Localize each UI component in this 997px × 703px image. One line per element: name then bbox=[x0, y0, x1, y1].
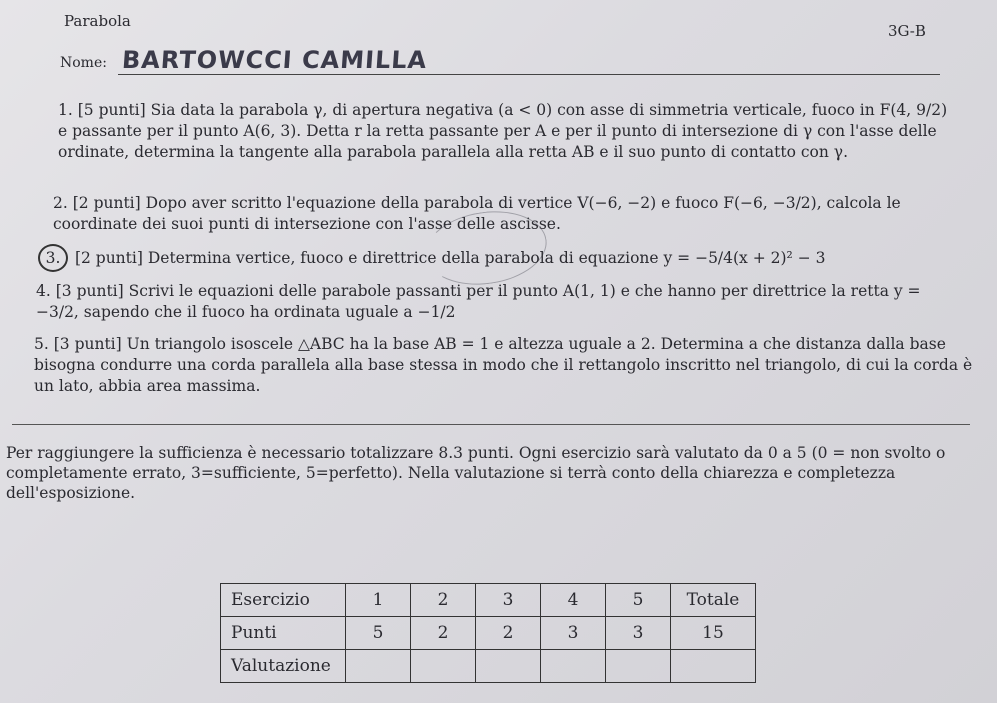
circled-exercise-number: 3. bbox=[38, 244, 68, 272]
name-line bbox=[118, 74, 940, 75]
exercise-points: [3 punti] bbox=[55, 282, 124, 300]
exercise-text: Dopo aver scritto l'equazione della parabola di vertice V(−6, −2) e fuoco F(−6, −3/2), calcola le coordinate dei suoi punti di intersezione con l'asse delle ascisse. bbox=[53, 194, 901, 233]
table-header-cell: 5 bbox=[606, 584, 671, 617]
grading-note: Per raggiungere la sufficienza è necessario totalizzare 8.3 punti. Ogni esercizio sarà valutato da 0 a 5 (0 = non svolto o completamente errato, 3=sufficiente, 5=perfetto). Nella valutazione si terrà conto della chiarezza e completezza dell'esposizione. bbox=[6, 444, 946, 502]
exercise-number: 4. bbox=[36, 282, 51, 300]
table-cell: 5 bbox=[346, 617, 411, 650]
grade-cell[interactable] bbox=[541, 650, 606, 683]
page-title: Parabola bbox=[64, 12, 131, 30]
grade-cell[interactable] bbox=[411, 650, 476, 683]
table-header-cell: 2 bbox=[411, 584, 476, 617]
table-header-cell: 4 bbox=[541, 584, 606, 617]
table-header-cell: Esercizio bbox=[221, 584, 346, 617]
table-cell: Punti bbox=[221, 617, 346, 650]
grade-cell[interactable] bbox=[606, 650, 671, 683]
table-cell: Valutazione bbox=[221, 650, 346, 683]
exercise-points: [5 punti] bbox=[77, 101, 146, 119]
exercise-4 bbox=[36, 281, 966, 323]
grade-cell[interactable] bbox=[346, 650, 411, 683]
exercise-5 bbox=[34, 334, 974, 397]
grade-cell[interactable] bbox=[476, 650, 541, 683]
table-header-row bbox=[221, 584, 756, 617]
grade-cell[interactable] bbox=[671, 650, 756, 683]
exercise-text: Sia data la parabola γ, di apertura negativa (a < 0) con asse di simmetria verticale, fuoco in F(4, 9/2) e passante per il punto A(6, 3). Detta r la retta passante per A e per il punto di intersezione di γ con l'asse delle ordinate, determina la tangente alla parabola parallela alla retta AB e il suo punto di contatto con γ. bbox=[58, 101, 948, 161]
table-header-cell: Totale bbox=[671, 584, 756, 617]
table-cell: 15 bbox=[671, 617, 756, 650]
exercise-text: Un triangolo isoscele △ABC ha la base AB = 1 e altezza uguale a 2. Determina a che distanza dalla base bisogna condurre una corda parallela alla base stessa in modo che il rettangolo inscritto nel triangolo, di cui la corda è un lato, abbia area massima. bbox=[34, 335, 973, 395]
grades-table bbox=[220, 583, 756, 683]
exercise-points: [3 punti] bbox=[53, 335, 122, 353]
divider bbox=[12, 424, 970, 425]
exercise-points: [2 punti] bbox=[72, 194, 141, 212]
exercise-number: 5. bbox=[34, 335, 49, 353]
name-label: Nome: bbox=[60, 55, 107, 71]
exercise-number: 2. bbox=[53, 194, 68, 212]
exercise-text: Scrivi le equazioni delle parabole passanti per il punto A(1, 1) e che hanno per direttrice la retta y = −3/2, sapendo che il fuoco ha ordinata uguale a −1/2 bbox=[36, 282, 921, 321]
handwritten-name: BARTOWCCI CAMILLA bbox=[121, 46, 429, 74]
table-header-cell: 3 bbox=[476, 584, 541, 617]
exercise-text: Determina vertice, fuoco e direttrice della parabola di equazione y = −5/4(x + 2)² − 3 bbox=[147, 249, 826, 267]
exercise-number: 1. bbox=[58, 101, 73, 119]
table-cell: 2 bbox=[476, 617, 541, 650]
table-header-cell: 1 bbox=[346, 584, 411, 617]
class-code: 3G-B bbox=[888, 22, 926, 40]
table-row-grades bbox=[221, 650, 756, 683]
table-cell: 3 bbox=[541, 617, 606, 650]
table-row-points bbox=[221, 617, 756, 650]
table-cell: 2 bbox=[411, 617, 476, 650]
exercise-points: [2 punti] bbox=[74, 249, 143, 267]
exercise-3 bbox=[38, 244, 958, 272]
table-cell: 3 bbox=[606, 617, 671, 650]
exercise-1 bbox=[58, 100, 948, 163]
